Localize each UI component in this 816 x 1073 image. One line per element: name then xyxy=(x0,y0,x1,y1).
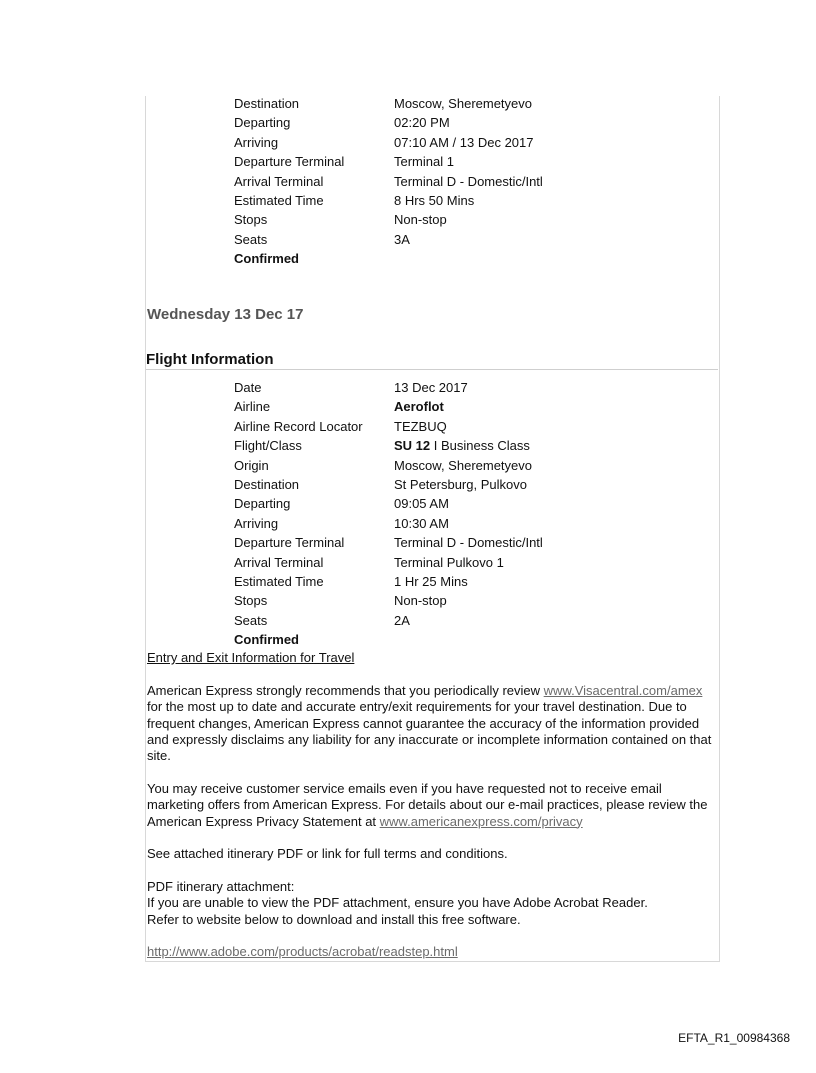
flight-details-segment-1 xyxy=(234,94,694,269)
detail-label: Arriving xyxy=(234,515,279,531)
flight-class-value xyxy=(394,436,694,455)
flight-details-segment-2 xyxy=(234,378,694,650)
detail-label: Departure Terminal xyxy=(234,154,345,170)
cabin-class: I Business Class xyxy=(430,438,530,454)
detail-label: Destination xyxy=(234,96,300,111)
detail-label: Departure Terminal xyxy=(234,535,345,551)
pdf-paragraph xyxy=(147,879,718,928)
detail-label: Departing xyxy=(234,115,291,131)
visa-text-after: for the most up to date and accurate entry/exit requirements for your travel destination. Due to frequent changes, American Express cannot guarantee the accuracy of the information provided and expressly disclaims any liability for any inaccurate or incomplete information contained on that site. xyxy=(147,699,712,764)
detail-value: Terminal D - Domestic/Intl xyxy=(394,535,543,551)
detail-label: Arrival Terminal xyxy=(234,554,324,570)
detail-label: Seats xyxy=(234,612,268,628)
detail-label: Airline Record Locator xyxy=(234,418,363,434)
detail-label: Departing xyxy=(234,496,291,512)
detail-label: Arrival Terminal xyxy=(234,173,324,189)
adobe-link[interactable]: http://www.adobe.com/products/acrobat/readstep.html xyxy=(147,944,458,959)
flight-number: SU 12 xyxy=(394,438,431,454)
visacentral-link[interactable]: www.Visacentral.com/amex xyxy=(543,683,703,698)
detail-value: Moscow, Sheremetyevo xyxy=(394,457,533,473)
detail-label: Stops xyxy=(234,212,268,228)
detail-row xyxy=(234,514,694,533)
detail-row xyxy=(234,152,694,171)
detail-row xyxy=(234,230,694,249)
record-locator: TEZBUQ xyxy=(394,418,447,434)
detail-label: Flight/Class xyxy=(234,438,302,454)
detail-row xyxy=(234,436,694,455)
detail-label: Stops xyxy=(234,593,268,609)
detail-row xyxy=(234,210,694,229)
detail-label: Airline xyxy=(234,399,271,415)
detail-row xyxy=(234,475,694,494)
detail-value: Non-stop xyxy=(394,212,447,228)
detail-value: 07:10 AM / 13 Dec 2017 xyxy=(394,134,534,150)
privacy-text: You may receive customer service emails even if you have requested not to receive email marketing offers from American Express. For details about our e-mail practices, please review the American Express Privacy Statement at xyxy=(147,781,708,829)
detail-value: Moscow, Sheremetyevo xyxy=(394,96,533,111)
detail-label: Estimated Time xyxy=(234,574,324,590)
detail-label: Date xyxy=(234,380,262,395)
status-row xyxy=(234,630,694,649)
day-heading: Wednesday 13 Dec 17 xyxy=(147,306,304,323)
detail-row xyxy=(234,553,694,572)
detail-row xyxy=(234,378,694,397)
detail-row xyxy=(234,572,694,591)
detail-value: St Petersburg, Pulkovo xyxy=(394,477,527,493)
detail-row xyxy=(234,172,694,191)
detail-row xyxy=(234,94,694,113)
status-row xyxy=(234,249,694,268)
visa-paragraph xyxy=(147,683,718,764)
detail-label: Seats xyxy=(234,231,268,247)
privacy-link[interactable]: www.americanexpress.com/privacy xyxy=(379,813,583,829)
detail-row xyxy=(234,191,694,210)
detail-label: Estimated Time xyxy=(234,193,324,209)
detail-label: Destination xyxy=(234,477,300,493)
pdf-line-3: Refer to website below to download and install this free software. xyxy=(147,911,521,927)
detail-value: 8 Hrs 50 Mins xyxy=(394,193,475,209)
status-confirmed: Confirmed xyxy=(234,251,299,267)
detail-row xyxy=(234,133,694,152)
detail-value: 02:20 PM xyxy=(394,115,450,131)
section-heading: Flight Information xyxy=(146,351,718,370)
privacy-paragraph xyxy=(147,781,718,830)
airline-name: Aeroflot xyxy=(394,399,444,415)
terms-paragraph: See attached itinerary PDF or link for full terms and conditions. xyxy=(147,846,508,861)
detail-value: Non-stop xyxy=(394,593,447,609)
detail-label: Arriving xyxy=(234,134,279,150)
detail-row xyxy=(234,417,694,436)
visa-text-before: American Express strongly recommends that you periodically review xyxy=(147,683,544,698)
detail-row xyxy=(234,611,694,630)
detail-value: 09:05 AM xyxy=(394,496,449,512)
pdf-line-2: If you are unable to view the PDF attachment, ensure you have Adobe Acrobat Reader. xyxy=(147,895,648,911)
detail-row xyxy=(234,397,694,416)
detail-value: 1 Hr 25 Mins xyxy=(394,574,468,590)
detail-value: 2A xyxy=(394,612,410,628)
detail-label: Origin xyxy=(234,457,269,473)
detail-row xyxy=(234,494,694,513)
pdf-line-1: PDF itinerary attachment: xyxy=(147,879,295,894)
detail-value: 13 Dec 2017 xyxy=(394,380,468,395)
detail-row xyxy=(234,533,694,552)
detail-value: Terminal 1 xyxy=(394,154,454,170)
detail-row xyxy=(234,113,694,132)
detail-value: 3A xyxy=(394,231,410,247)
detail-row xyxy=(234,456,694,475)
detail-row xyxy=(234,591,694,610)
detail-value: 10:30 AM xyxy=(394,515,449,531)
detail-value: Terminal Pulkovo 1 xyxy=(394,554,504,570)
entry-exit-heading[interactable]: Entry and Exit Information for Travel xyxy=(147,650,355,665)
adobe-paragraph xyxy=(147,944,718,960)
document-id: EFTA_R1_00984368 xyxy=(678,1031,790,1045)
detail-value: Terminal D - Domestic/Intl xyxy=(394,173,543,189)
status-confirmed: Confirmed xyxy=(234,632,299,648)
